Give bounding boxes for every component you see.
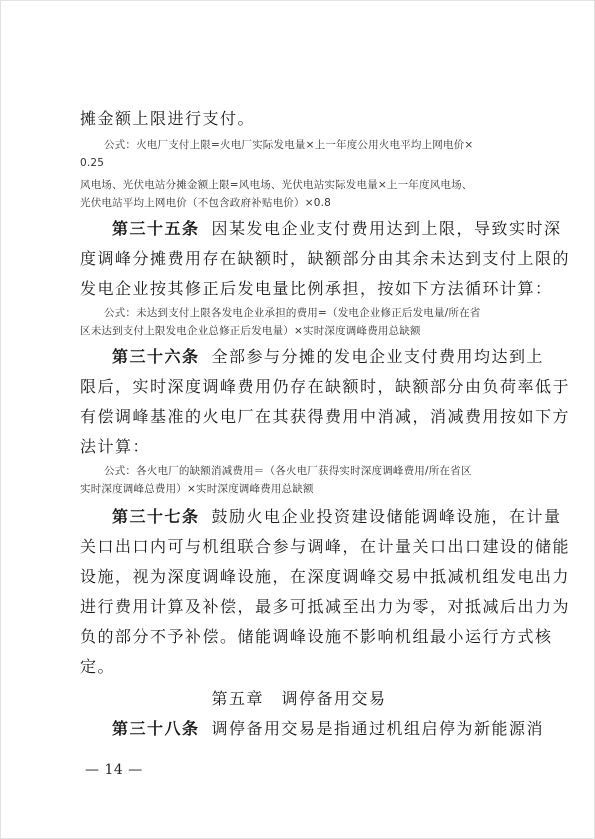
article-35-line [80,214,562,244]
formula-line: 区未达到支付上限发电企业总修正后发电量）×实时深度调峰费用总缺额 [80,325,421,337]
paragraph-line: 度调峰分摊费用存在缺额时，缺额部分由其余未达到支付上限的 [80,249,571,268]
paragraph-line: 定。 [80,657,116,676]
article-35-title: 第三十五条 [112,219,200,238]
chapter-heading: 第五章 调停备用交易 [211,689,387,708]
paragraph-line: 摊金额上限进行支付。 [80,109,256,128]
article-37-line [80,502,562,532]
paragraph-line: 关口出口内可与机组联合参与调峰，在计量关口出口建设的储能 [80,537,571,556]
formula-line: 0.25 [80,157,105,169]
formula-line: 实时深度调峰总费用）×实时深度调峰费用总缺额 [80,483,314,495]
article-35-text: 因某发电企业支付费用达到上限，导致实时深 [211,219,562,238]
paragraph-line: 限后，实时深度调峰费用仍存在缺额时，缺额部分由负荷率低于 [80,377,571,396]
article-36-line [80,342,545,372]
formula-line: 光伏电站平均上网电价（不包含政府补贴电价）×0.8 [80,197,331,209]
paragraph-line: 负的部分不予补偿。储能调峰设施不影响机组最小运行方式核 [80,627,553,646]
formula-line: 公式：火电厂支付上限=火电厂实际发电量×上一年度公用火电平均上网电价× [104,139,474,151]
article-36-text: 全部参与分摊的发电企业支付费用均达到上 [211,347,545,366]
paragraph-line: 有偿调峰基准的火电厂在其获得费用中消减，消减费用按如下方 [80,407,571,426]
formula-line: 风电场、光伏电站分摊金额上限=风电场、光伏电站实际发电量×上一年度风电场、 [80,179,473,191]
article-38-title: 第三十八条 [112,719,200,738]
document-body [80,104,571,744]
page-number: — 14 — [85,762,143,778]
paragraph-line: 设施，视为深度调峰设施，在深度调峰交易中抵减机组发电出力 [80,567,571,586]
article-38-line [80,714,545,744]
paragraph-line: 发电企业按其修正后发电量比例承担，按如下方法循环计算： [80,279,553,298]
formula-line: 公式：各火电厂的缺额消减费用＝（各火电厂获得实时深度调峰费用/所在省区 [104,465,472,477]
article-36-title: 第三十六条 [112,347,200,366]
article-38-text: 调停备用交易是指通过机组启停为新能源消 [211,719,545,738]
article-37-title: 第三十七条 [112,507,200,526]
article-37-text: 鼓励火电企业投资建设储能调峰设施，在计量 [211,507,562,526]
paragraph-line: 法计算： [80,437,151,456]
formula-line: 公式：未达到支付上限各发电企业承担的费用=（发电企业修正后发电量/所在省 [104,307,481,319]
paragraph-line: 进行费用计算及补偿，最多可抵减至出力为零，对抵减后出力为 [80,597,571,616]
